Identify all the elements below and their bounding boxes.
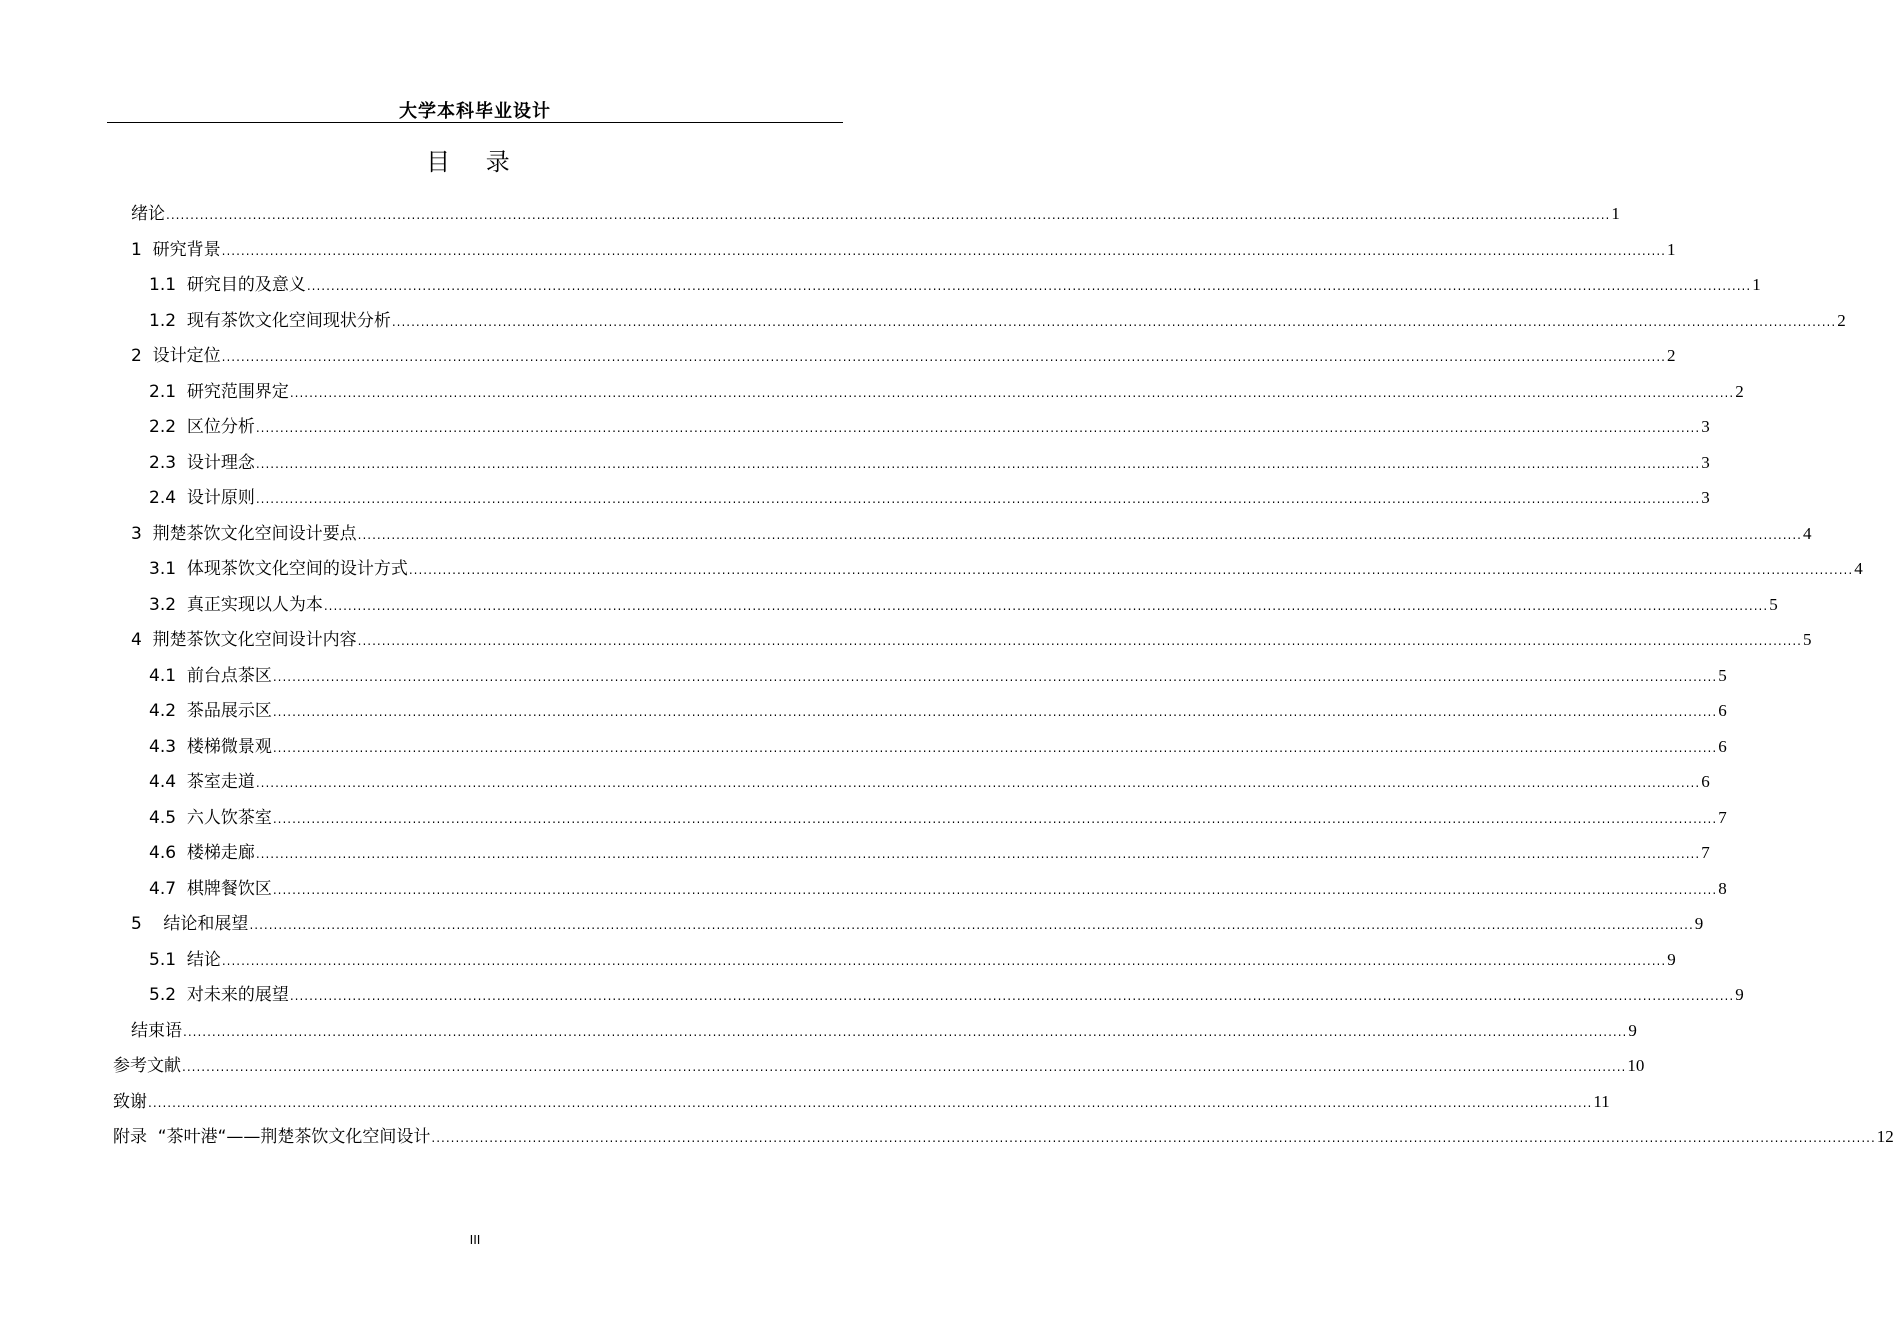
- toc-leader-dots: ............................................................................................................................................................................................................................................................................................................: [221, 243, 1666, 258]
- toc-entry-label: 4.5 六人饮茶室: [149, 807, 272, 828]
- toc-leader-dots: ............................................................................................................................................................................................................................................................................................................: [272, 669, 1718, 684]
- toc-entry-label: 1.1 研究目的及意义: [149, 275, 306, 295]
- toc-entry[interactable]: [131, 912, 1704, 936]
- toc-entry-page: 6: [1701, 772, 1710, 791]
- toc-entry-page: 1: [1752, 275, 1761, 294]
- toc-entry-page: 7: [1718, 807, 1727, 827]
- toc-entry-page: 4: [1854, 559, 1863, 578]
- toc-entry-label: 2.4 设计原则: [149, 488, 255, 508]
- toc-entry-label: 2.2 区位分析: [149, 417, 255, 437]
- toc-entry[interactable]: [149, 948, 1676, 972]
- toc-entry-page: 6: [1718, 701, 1727, 720]
- toc-leader-dots: ............................................................................................................................................................................................................................................................................................................: [357, 634, 1802, 648]
- toc-leader-dots: ............................................................................................................................................................................................................................................................................................................: [255, 776, 1701, 790]
- toc-entry[interactable]: [149, 983, 1744, 1007]
- toc-entry[interactable]: [149, 309, 1846, 333]
- toc-entry-page: 9: [1628, 1020, 1637, 1040]
- toc-entry-label: 结束语: [131, 1020, 182, 1041]
- toc-leader-dots: ............................................................................................................................................................................................................................................................................................................: [255, 492, 1701, 506]
- toc-entry-page: 2: [1735, 381, 1744, 401]
- toc-entry[interactable]: [149, 806, 1727, 830]
- toc-leader-dots: ............................................................................................................................................................................................................................................................................................................: [391, 314, 1837, 329]
- toc-leader-dots: ............................................................................................................................................................................................................................................................................................................: [306, 279, 1752, 293]
- toc-entry-page: 11: [1593, 1091, 1610, 1111]
- toc-leader-dots: ............................................................................................................................................................................................................................................................................................................: [183, 1024, 1628, 1039]
- toc-entry-label: 2.1 研究范围界定: [149, 381, 289, 402]
- toc-entry-label: 3 荆楚茶饮文化空间设计要点: [131, 523, 357, 544]
- toc-entry-page: 5: [1769, 594, 1778, 614]
- toc-entry-label: 4 荆楚茶饮文化空间设计内容: [131, 630, 357, 650]
- toc-entry[interactable]: [149, 699, 1727, 723]
- toc-entry-label: 5.1 结论: [149, 949, 221, 970]
- toc-entry[interactable]: [113, 1090, 1610, 1114]
- toc-entry[interactable]: [149, 593, 1778, 617]
- toc-entry[interactable]: [131, 202, 1620, 226]
- toc-leader-dots: ............................................................................................................................................................................................................................................................................................................: [408, 563, 1854, 577]
- toc-leader-dots: ............................................................................................................................................................................................................................................................................................................: [431, 1131, 1876, 1145]
- toc-entry[interactable]: [149, 486, 1710, 510]
- toc-entry[interactable]: [149, 664, 1727, 688]
- header-divider: [107, 122, 843, 123]
- toc-entry[interactable]: [131, 522, 1812, 546]
- toc-entry[interactable]: [131, 1019, 1637, 1043]
- toc-leader-dots: ............................................................................................................................................................................................................................................................................................................: [148, 1095, 1593, 1110]
- toc-leader-dots: ............................................................................................................................................................................................................................................................................................................: [255, 847, 1701, 861]
- toc-leader-dots: ............................................................................................................................................................................................................................................................................................................: [323, 598, 1769, 613]
- toc-entry-label: 4.3 楼梯微景观: [149, 736, 272, 757]
- toc-entry-page: 1: [1611, 204, 1620, 223]
- toc-entry[interactable]: [131, 628, 1812, 652]
- toc-entry-page: 3: [1701, 417, 1710, 436]
- toc-entry-page: 9: [1667, 949, 1676, 969]
- toc-entry[interactable]: [149, 380, 1744, 404]
- toc-entry-page: 5: [1718, 665, 1727, 685]
- toc-leader-dots: ............................................................................................................................................................................................................................................................................................................: [272, 882, 1718, 897]
- toc-entry[interactable]: [149, 841, 1710, 865]
- toc-entry-page: 9: [1694, 914, 1704, 933]
- toc-entry[interactable]: [149, 415, 1710, 439]
- toc-leader-dots: ............................................................................................................................................................................................................................................................................................................: [255, 421, 1701, 435]
- toc-entry[interactable]: [131, 344, 1676, 368]
- toc-entry-page: 5: [1802, 630, 1812, 649]
- toc-entry[interactable]: [149, 877, 1727, 901]
- toc-leader-dots: ............................................................................................................................................................................................................................................................................................................: [272, 705, 1718, 719]
- toc-entry-label: 1 研究背景: [131, 239, 221, 260]
- toc-heading: 目 录: [426, 148, 524, 176]
- toc-entry[interactable]: [149, 770, 1710, 794]
- toc-entry-page: 7: [1701, 843, 1710, 862]
- toc-entry-label: 2.3 设计理念: [149, 452, 255, 473]
- toc-entry-page: 6: [1718, 736, 1727, 756]
- toc-leader-dots: ............................................................................................................................................................................................................................................................................................................: [221, 953, 1667, 968]
- toc-entry-page: 9: [1735, 985, 1744, 1004]
- toc-entry-label: 4.1 前台点茶区: [149, 665, 272, 686]
- toc-leader-dots: ............................................................................................................................................................................................................................................................................................................: [255, 456, 1701, 471]
- toc-entry[interactable]: [113, 1054, 1645, 1078]
- toc-leader-dots: ............................................................................................................................................................................................................................................................................................................: [182, 1060, 1627, 1074]
- toc-entry[interactable]: [113, 1125, 1894, 1149]
- toc-leader-dots: ............................................................................................................................................................................................................................................................................................................: [249, 918, 1694, 932]
- toc-entry-label: 致谢: [113, 1091, 147, 1112]
- toc-entry-page: 8: [1718, 878, 1727, 898]
- running-header-title: 大学本科毕业设计: [399, 101, 551, 122]
- toc-entry[interactable]: [149, 273, 1761, 297]
- toc-entry-page: 10: [1627, 1056, 1645, 1075]
- toc-entry-label: 1.2 现有茶饮文化空间现状分析: [149, 310, 391, 331]
- toc-entry[interactable]: [149, 451, 1710, 475]
- toc-entry-label: 4.6 楼梯走廊: [149, 843, 255, 863]
- toc-entry-page: 4: [1802, 523, 1812, 543]
- page-number: III: [469, 1232, 481, 1247]
- toc-entry[interactable]: [149, 735, 1727, 759]
- toc-entry-label: 3.2 真正实现以人为本: [149, 594, 323, 615]
- toc-entry-page: 2: [1666, 346, 1676, 365]
- toc-entry[interactable]: [131, 238, 1676, 262]
- toc-entry-page: 1: [1666, 239, 1676, 259]
- toc-leader-dots: ............................................................................................................................................................................................................................................................................................................: [289, 989, 1735, 1003]
- toc-entry-label: 参考文献: [113, 1056, 181, 1076]
- toc-leader-dots: ............................................................................................................................................................................................................................................................................................................: [272, 740, 1718, 755]
- toc-leader-dots: ............................................................................................................................................................................................................................................................................................................: [166, 208, 1611, 222]
- toc-entry-label: 附录 “茶叶港“——荆楚茶饮文化空间设计: [113, 1127, 431, 1147]
- toc-leader-dots: ............................................................................................................................................................................................................................................................................................................: [221, 350, 1666, 364]
- toc-entry-label: 2 设计定位: [131, 346, 221, 366]
- toc-leader-dots: ............................................................................................................................................................................................................................................................................................................: [272, 811, 1718, 826]
- toc-entry-label: 3.1 体现茶饮文化空间的设计方式: [149, 559, 408, 579]
- toc-entry-label: 4.7 棋牌餐饮区: [149, 878, 272, 899]
- toc-leader-dots: ............................................................................................................................................................................................................................................................................................................: [357, 527, 1802, 542]
- toc-entry-label: 4.4 茶室走道: [149, 772, 255, 792]
- toc-entry-label: 5 结论和展望: [131, 914, 249, 934]
- toc-entry[interactable]: [149, 557, 1863, 581]
- toc-entry-page: 3: [1701, 452, 1710, 472]
- toc-entry-label: 4.2 茶品展示区: [149, 701, 272, 721]
- toc-entry-page: 2: [1837, 310, 1846, 330]
- toc-leader-dots: ............................................................................................................................................................................................................................................................................................................: [289, 385, 1735, 400]
- toc-entry-label: 5.2 对未来的展望: [149, 985, 289, 1005]
- toc-entry-label: 绪论: [131, 204, 165, 224]
- toc-entry-page: 3: [1701, 488, 1710, 507]
- toc-entry-page: 12: [1876, 1127, 1894, 1146]
